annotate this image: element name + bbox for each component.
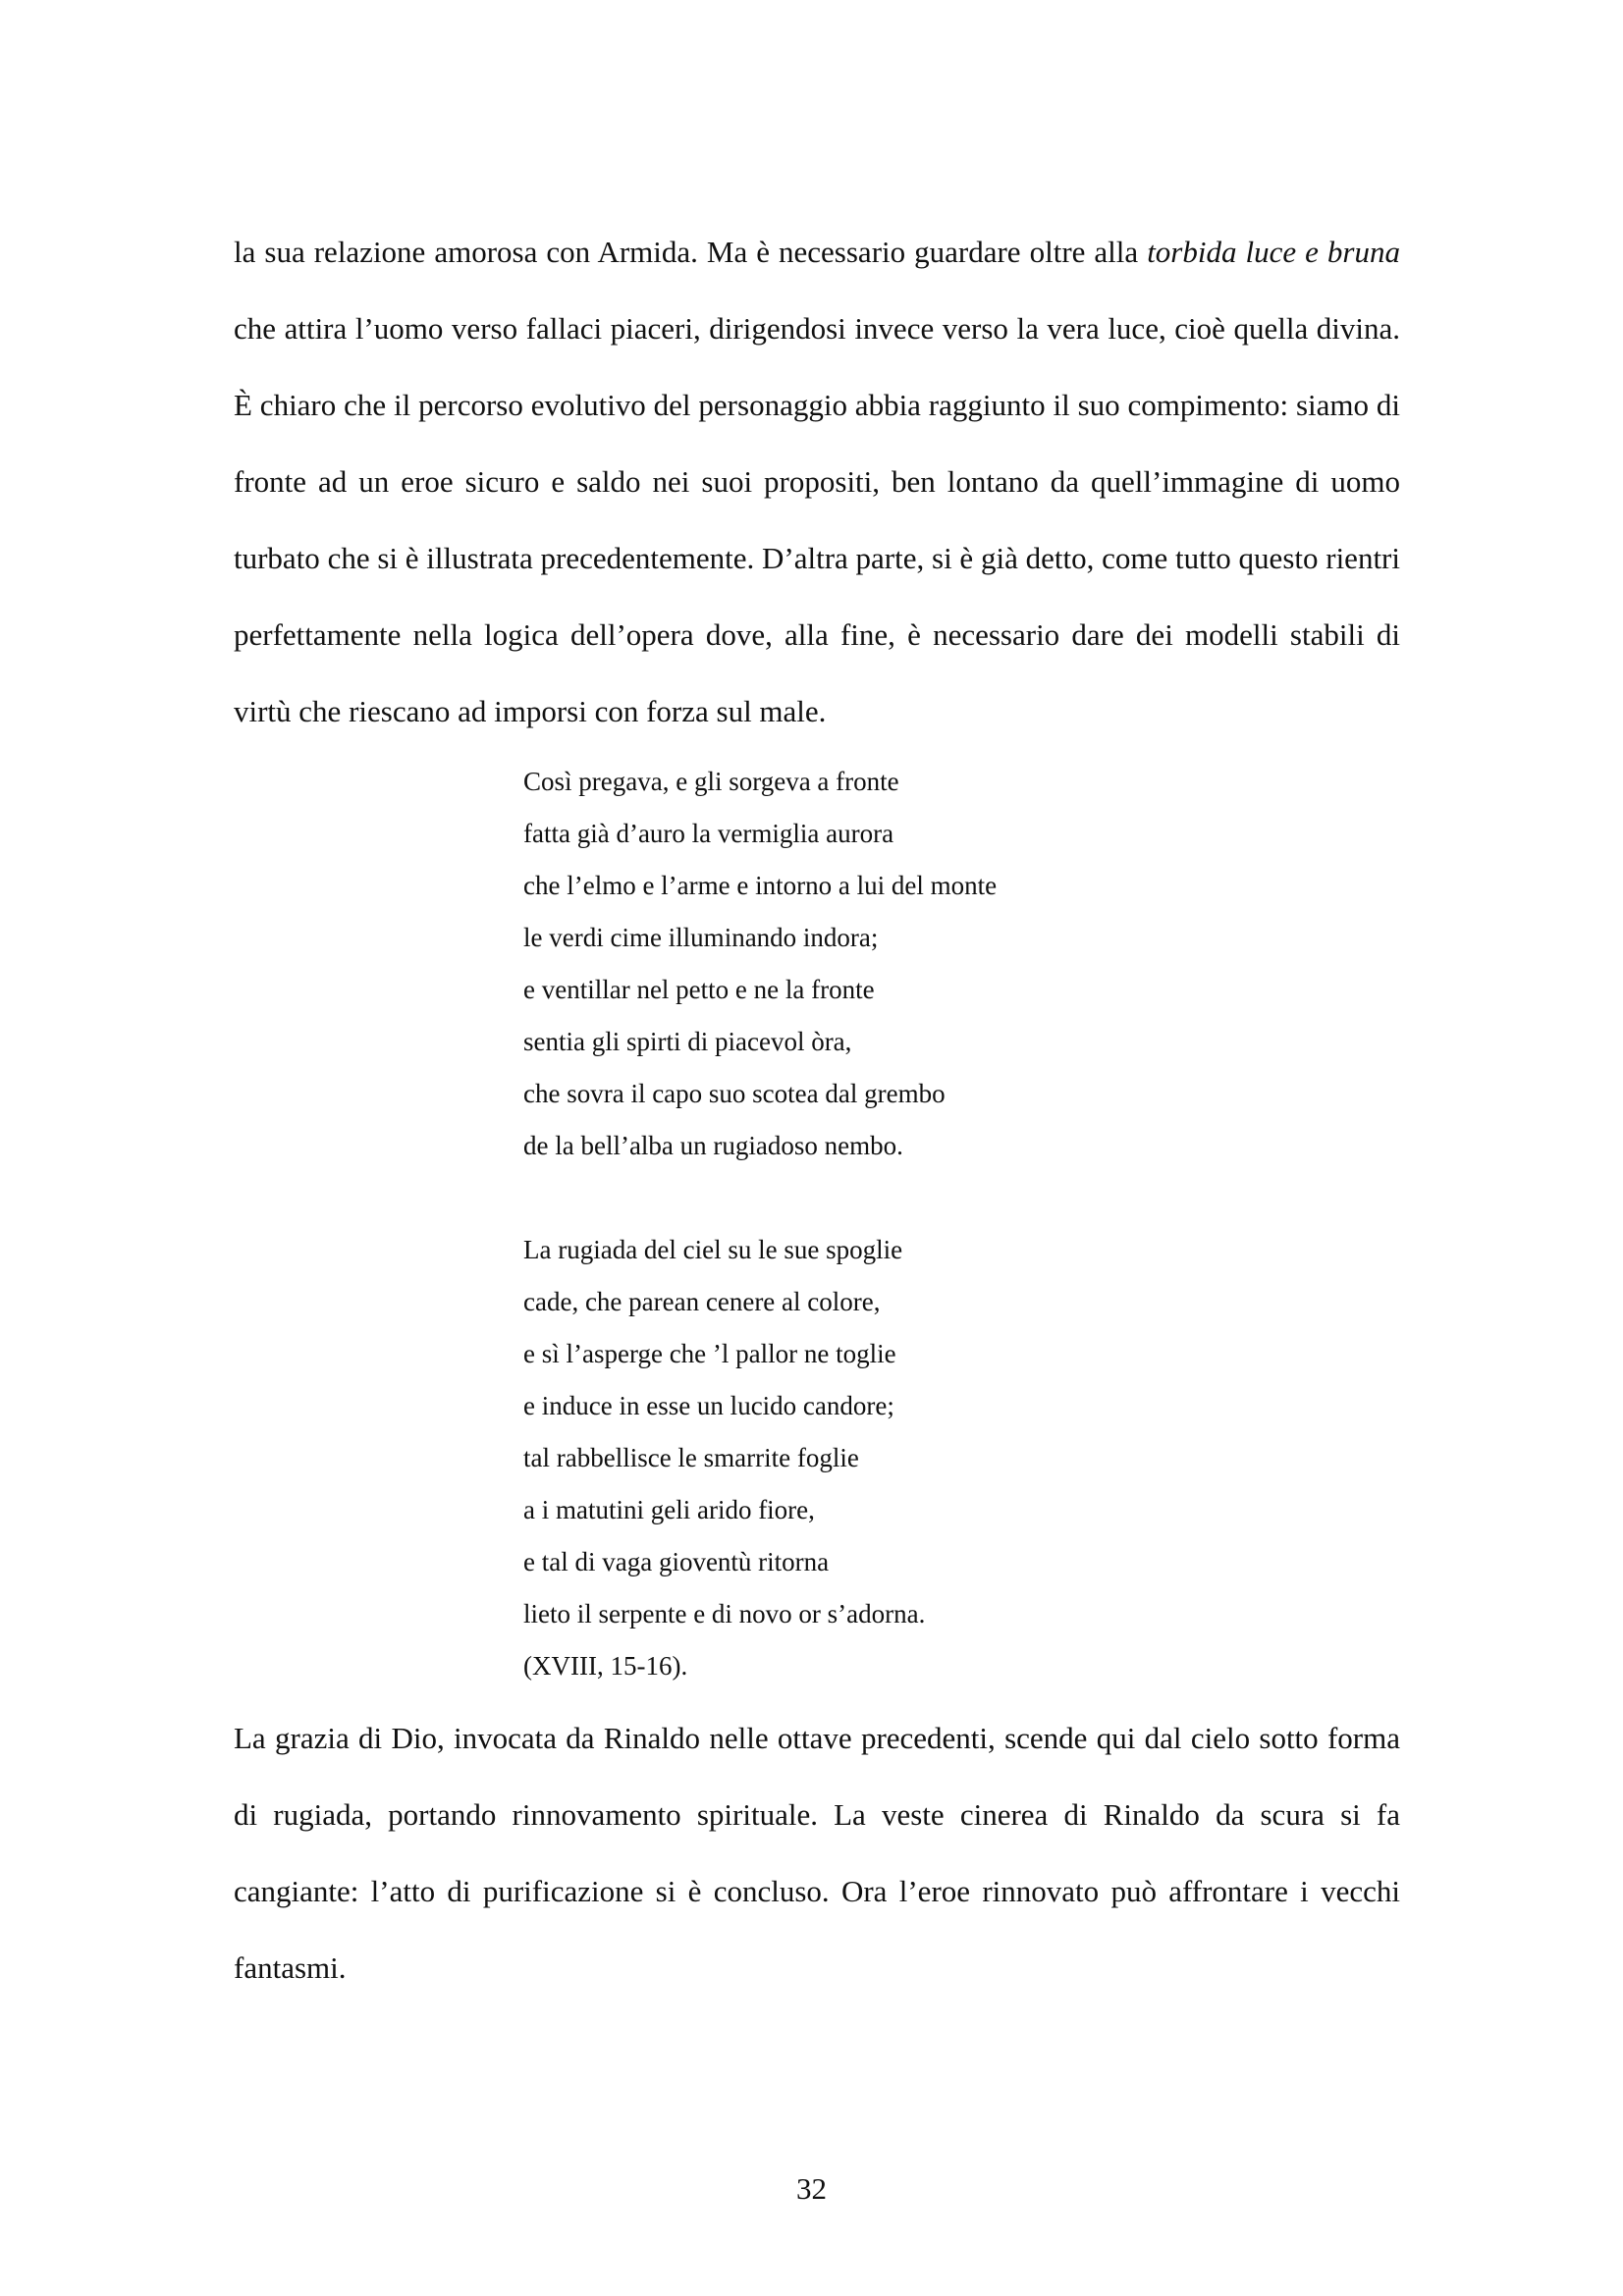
poem-line: e ventillar nel petto e ne la fronte — [523, 975, 875, 1004]
paragraph-top — [234, 214, 1400, 750]
poem-line: sentia gli spirti di piacevol òra, — [523, 1027, 852, 1056]
page-number: 32 — [796, 2171, 827, 2206]
paragraph-top-text-2: che attira l’uomo verso fallaci piaceri, dirigendosi invece verso la vera luce, cioè quella divina. È chiaro che il percorso evolutivo del personaggio abbia raggiunto il suo compimento: siamo di fronte ad un eroe sicuro e saldo nei suoi propositi, ben lontano da quell’immagine di uomo turbato che si è illustrata precedentemente. D’altra parte, si è già detto, come tutto questo rientri perfettamente nella logica dell’opera dove, alla fine, è necessario dare dei modelli stabili di virtù che riescano ad imporsi con forza sul male. — [234, 311, 1400, 728]
poem-line: e sì l’asperge che ’l pallor ne toglie — [523, 1339, 896, 1368]
poem-citation: (XVIII, 15-16). — [523, 1651, 688, 1681]
poem-line: de la bell’alba un rugiadoso nembo. — [523, 1131, 903, 1160]
poem-line: le verdi cime illuminando indora; — [523, 923, 879, 952]
poem-line: Così pregava, e gli sorgeva a fronte — [523, 767, 899, 796]
poem-line: La rugiada del ciel su le sue spoglie — [523, 1235, 903, 1264]
poem-line: e induce in esse un lucido candore; — [523, 1391, 894, 1420]
poem-line: lieto il serpente e di novo or s’adorna. — [523, 1599, 926, 1629]
stanza-gap — [523, 1172, 997, 1224]
poem-line: a i matutini geli arido fiore, — [523, 1495, 815, 1524]
poem-line: che l’elmo e l’arme e intorno a lui del monte — [523, 871, 998, 900]
paragraph-top-italic-quote: torbida luce e bruna — [1147, 235, 1400, 269]
paragraph-bottom: La grazia di Dio, invocata da Rinaldo nelle ottave precedenti, scende qui dal cielo sotto forma di rugiada, portando rinnovamento spirituale. La veste cinerea di Rinaldo da scura si fa cangiante: l’atto di purificazione si è concluso. Ora l’eroe rinnovato può affrontare i vecchi fantasmi. — [234, 1721, 1400, 1985]
poem-line: cade, che parean cenere al colore, — [523, 1287, 881, 1316]
paragraph-top-text-1: la sua relazione amorosa con Armida. Ma è necessario guardare oltre alla — [234, 235, 1148, 269]
poem-line: e tal di vaga gioventù ritorna — [523, 1547, 830, 1576]
poem-line: tal rabbellisce le smarrite foglie — [523, 1443, 859, 1472]
poem-line: fatta già d’auro la vermiglia aurora — [523, 819, 894, 848]
poem-block — [523, 756, 997, 1692]
poem-line: che sovra il capo suo scotea dal grembo — [523, 1079, 946, 1108]
